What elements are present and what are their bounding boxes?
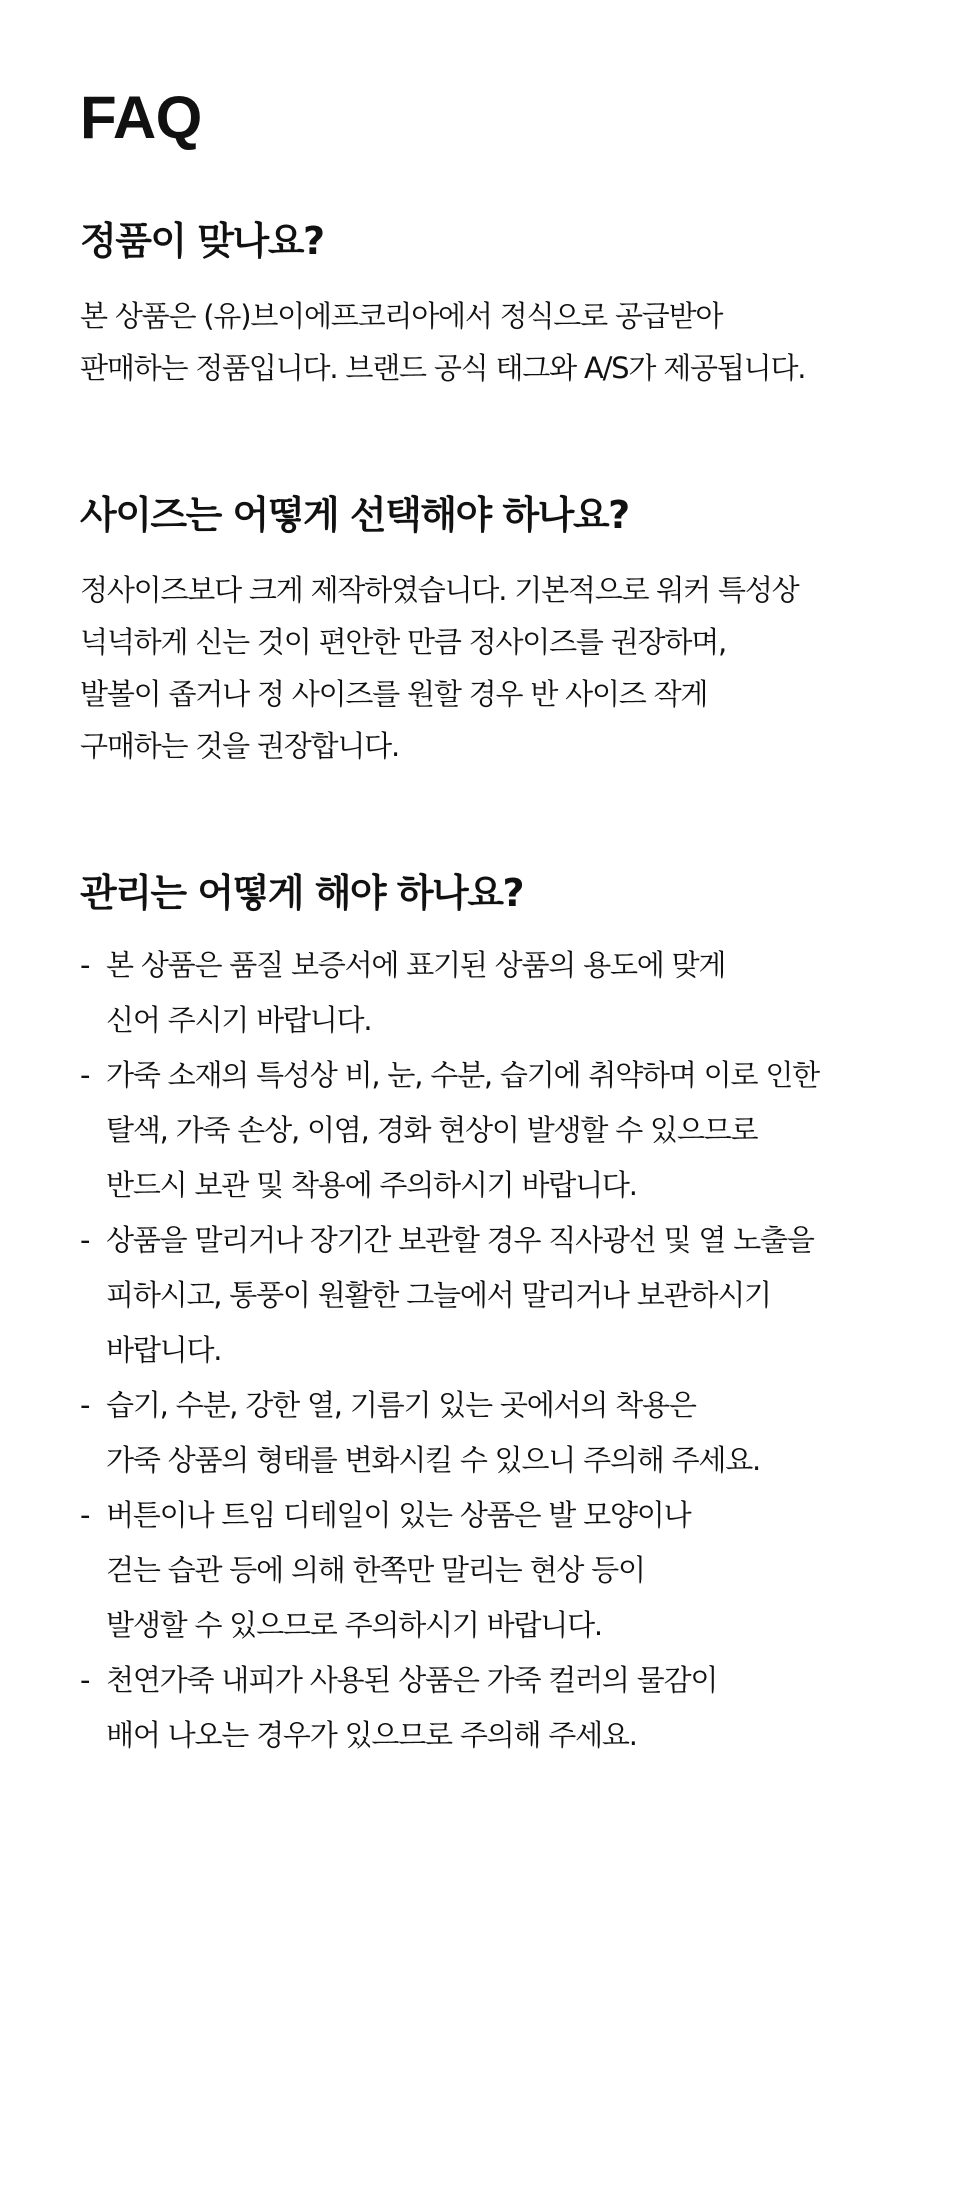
faq-question: 정품이 맞나요? <box>80 219 324 263</box>
care-line: 탈색, 가죽 손상, 이염, 경화 현상이 발생할 수 있으므로 <box>106 1113 758 1147</box>
faq-answer <box>80 290 880 394</box>
care-item <box>80 938 880 1048</box>
dash-bullet: - <box>80 1058 90 1092</box>
answer-line: 정사이즈보다 크게 제작하였습니다. 기본적으로 워커 특성상 <box>80 573 799 607</box>
care-line: 신어 주시기 바랍니다. <box>106 1003 372 1037</box>
care-line: 습기, 수분, 강한 열, 기름기 있는 곳에서의 착용은 <box>106 1388 696 1422</box>
care-item <box>80 1213 880 1378</box>
dash-bullet: - <box>80 1498 90 1532</box>
care-line: 가죽 소재의 특성상 비, 눈, 수분, 습기에 취약하며 이로 인한 <box>106 1058 819 1092</box>
dash-bullet: - <box>80 1663 90 1697</box>
care-line: 천연가죽 내피가 사용된 상품은 가죽 컬러의 물감이 <box>106 1663 718 1697</box>
care-line: 배어 나오는 경우가 있으므로 주의해 주세요. <box>106 1718 637 1752</box>
answer-line: 구매하는 것을 권장합니다. <box>80 729 400 763</box>
care-line: 피하시고, 통풍이 원활한 그늘에서 말리거나 보관하시기 <box>106 1278 771 1312</box>
care-item <box>80 1653 880 1763</box>
care-line: 상품을 말리거나 장기간 보관할 경우 직사광선 및 열 노출을 <box>106 1223 814 1257</box>
care-item <box>80 1378 880 1488</box>
care-line: 본 상품은 품질 보증서에 표기된 상품의 용도에 맞게 <box>106 948 726 982</box>
dash-bullet: - <box>80 948 90 982</box>
care-instructions-list <box>80 938 880 1763</box>
faq-question: 관리는 어떻게 해야 하나요? <box>80 871 524 915</box>
answer-line: 본 상품은 (유)브이에프코리아에서 정식으로 공급받아 <box>80 299 723 333</box>
care-item <box>80 1488 880 1653</box>
answer-line: 발볼이 좁거나 정 사이즈를 원할 경우 반 사이즈 작게 <box>80 677 708 711</box>
care-line: 걷는 습관 등에 의해 한쪽만 말리는 현상 등이 <box>106 1553 645 1587</box>
answer-line: 판매하는 정품입니다. 브랜드 공식 태그와 A/S가 제공됩니다. <box>80 351 806 385</box>
care-line: 발생할 수 있으므로 주의하시기 바랍니다. <box>106 1608 602 1642</box>
faq-answer <box>80 564 880 772</box>
care-line: 반드시 보관 및 착용에 주의하시기 바랍니다. <box>106 1168 637 1202</box>
care-line: 가죽 상품의 형태를 변화시킬 수 있으니 주의해 주세요. <box>106 1443 761 1477</box>
answer-line: 넉넉하게 신는 것이 편안한 만큼 정사이즈를 권장하며, <box>80 625 727 659</box>
faq-item-sizing <box>80 490 880 772</box>
faq-question: 사이즈는 어떻게 선택해야 하나요? <box>80 493 629 537</box>
care-item <box>80 1048 880 1213</box>
care-line: 바랍니다. <box>106 1333 222 1367</box>
faq-item-care <box>80 868 880 1763</box>
dash-bullet: - <box>80 1223 90 1257</box>
page-title: FAQ <box>80 84 202 151</box>
care-line: 버튼이나 트임 디테일이 있는 상품은 발 모양이나 <box>106 1498 691 1532</box>
dash-bullet: - <box>80 1388 90 1422</box>
faq-item-authenticity <box>80 216 880 394</box>
